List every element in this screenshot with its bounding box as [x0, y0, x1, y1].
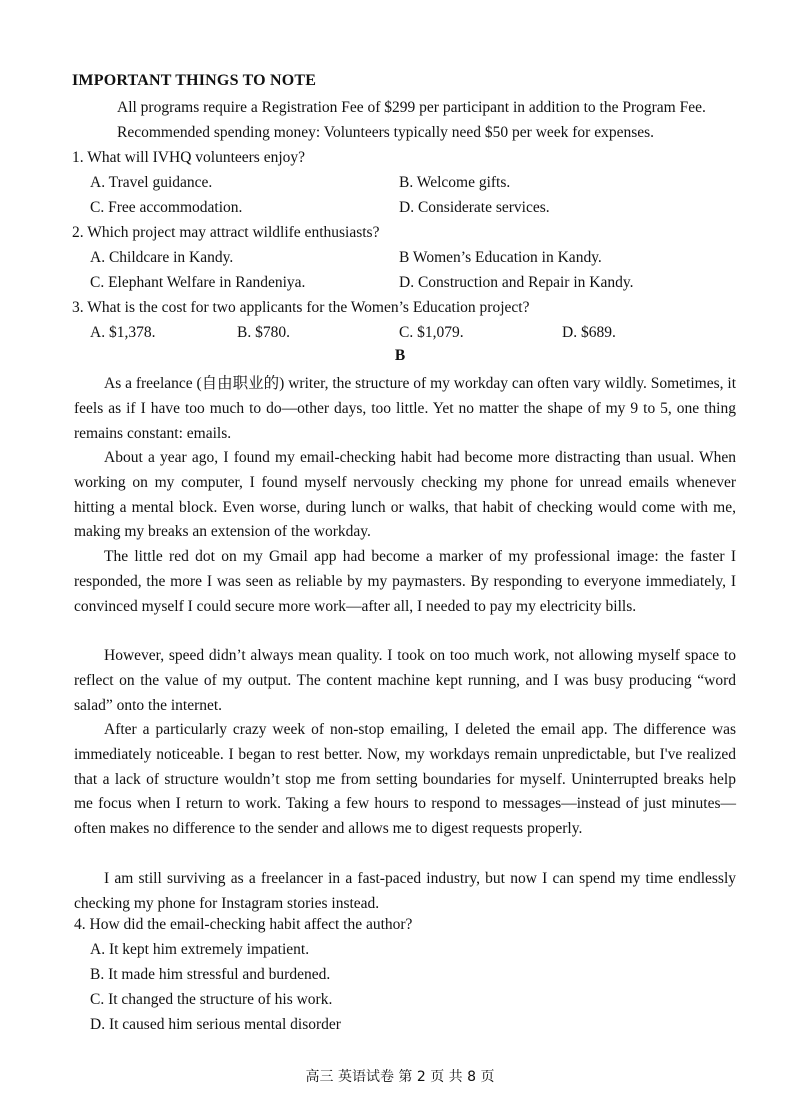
question-1-option-a: A. Travel guidance. — [90, 174, 213, 191]
note-registration-fee: All programs require a Registration Fee of $299 per participant in addition to the Program Fee. — [117, 99, 706, 116]
question-3-option-d: D. $689. — [562, 324, 616, 341]
question-2-option-a: A. Childcare in Kandy. — [90, 249, 234, 266]
question-3-option-a: A. $1,378. — [90, 324, 156, 341]
passage-paragraph-5: After a particularly crazy week of non-stop emailing, I deleted the email app. The difference was immediately noticeable. I began to rest better. Now, my workdays remain unpredictable, but I've realized that a lack of structure wouldn’t stop me from setting boundaries for myself. Uninterrupted breaks help me focus when I return to work. Taking a few hours to respond to messages—instead of just minutes—often makes no difference to the sender and allows me to digest requests properly. — [74, 721, 736, 838]
question-1-option-c: C. Free accommodation. — [90, 199, 243, 216]
passage-paragraph-3: The little red dot on my Gmail app had become a marker of my professional image: the faster I responded, the more I was seen as reliable by my paymasters. By responding to everyone immediately, I convinced myself I could secure more work—after all, I needed to pay my electricity bills. — [74, 548, 736, 615]
section-b-letter: B — [394, 347, 406, 364]
question-4-option-c: C. It changed the structure of his work. — [90, 991, 333, 1008]
question-1-stem: 1. What will IVHQ volunteers enjoy? — [72, 149, 306, 166]
question-3-option-b: B. $780. — [237, 324, 290, 341]
question-4-option-b: B. It made him stressful and burdened. — [90, 966, 331, 983]
page-footer: 高三 英语试卷 第 2 页 共 8 页 — [305, 1069, 495, 1085]
passage-paragraph-2: About a year ago, I found my email-checking habit had become more distracting than usual. When working on my computer, I found myself nervously checking my phone for unread emails whenever hitting a mental block. Even worse, during lunch or walks, that habit of checking would come with me, making my breaks an extension of the workday. — [74, 449, 736, 541]
question-2-option-c: C. Elephant Welfare in Randeniya. — [90, 274, 306, 291]
question-3-option-c: C. $1,079. — [399, 324, 464, 341]
note-spending-money: Recommended spending money: Volunteers typically need $50 per week for expenses. — [117, 124, 655, 141]
question-4-option-d: D. It caused him serious mental disorder — [90, 1016, 341, 1033]
question-1-option-d: D. Considerate services. — [399, 199, 550, 216]
question-3-stem: 3. What is the cost for two applicants for the Women’s Education project? — [72, 299, 530, 316]
passage-paragraph-1: As a freelance (自由职业的) writer, the structure of my workday can often vary wildly. Sometimes, it feels as if I have too much to do—other days, too little. Yet no matter the shape of my 9 to 5, one thing remains constant: emails. — [74, 375, 736, 442]
question-2-option-d: D. Construction and Repair in Kandy. — [399, 274, 634, 291]
section-heading: IMPORTANT THINGS TO NOTE — [72, 72, 317, 89]
question-4-option-a: A. It kept him extremely impatient. — [90, 941, 310, 958]
passage-paragraph-4: However, speed didn’t always mean quality. I took on too much work, not allowing myself space to reflect on the value of my output. The content machine kept running, and I was busy producing “word salad” onto the internet. — [74, 647, 736, 714]
question-2-option-b: B Women’s Education in Kandy. — [399, 249, 602, 266]
question-4-stem: 4. How did the email-checking habit affect the author? — [74, 916, 413, 933]
question-2-stem: 2. Which project may attract wildlife enthusiasts? — [72, 224, 380, 241]
question-1-option-b: B. Welcome gifts. — [399, 174, 511, 191]
passage-paragraph-6: I am still surviving as a freelancer in a fast-paced industry, but now I can spend my time endlessly checking my phone for Instagram stories instead. — [74, 870, 736, 912]
